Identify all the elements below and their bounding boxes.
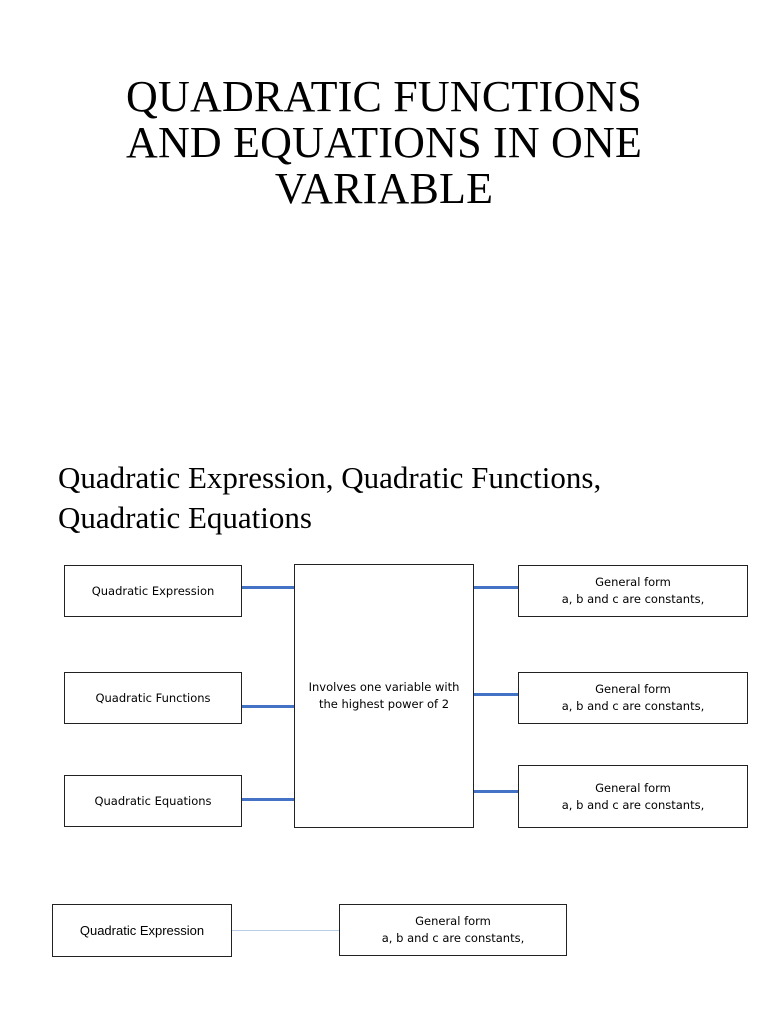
constants-note: a, b and c are constants, xyxy=(561,797,705,812)
box-label: Quadratic Functions xyxy=(95,690,211,705)
box-quadratic-expression xyxy=(64,565,242,617)
constants-note: a, b and c are constants, xyxy=(561,699,705,713)
definition-line-1: Involves one variable with xyxy=(308,680,460,694)
box-label: Quadratic Expression xyxy=(79,923,205,938)
general-form-label: General form xyxy=(595,780,671,795)
box-quadratic-expression-2 xyxy=(52,904,232,957)
definition-line-2: the highest power of 2 xyxy=(318,697,450,711)
title-line-2: AND EQUATIONS IN ONE xyxy=(125,118,643,167)
general-form-label: General form xyxy=(595,575,671,589)
connector-thin xyxy=(232,930,339,931)
connector-right-3 xyxy=(474,790,519,793)
connector-right-2 xyxy=(474,693,519,696)
box-quadratic-functions xyxy=(64,672,242,724)
box-general-form-4 xyxy=(339,904,567,956)
constants-note: a, b and c are constants, xyxy=(381,931,525,945)
box-general-form-2 xyxy=(518,672,748,724)
box-general-form-3 xyxy=(518,765,748,828)
box-definition xyxy=(294,564,474,828)
section-heading-line-2: Quadratic Equations xyxy=(58,500,312,535)
page-title xyxy=(0,74,768,212)
connector-left-1 xyxy=(242,586,294,589)
connector-left-3 xyxy=(242,798,294,801)
constants-note: a, b and c are constants, xyxy=(561,592,705,606)
general-form-label: General form xyxy=(595,682,671,696)
title-line-1: QUADRATIC FUNCTIONS xyxy=(126,72,642,121)
connector-left-2 xyxy=(242,705,294,708)
title-line-3: VARIABLE xyxy=(274,164,494,213)
box-quadratic-equations xyxy=(64,775,242,827)
box-label: Quadratic Expression xyxy=(91,583,215,598)
connector-right-1 xyxy=(474,586,519,589)
section-heading-line-1: Quadratic Expression, Quadratic Functions, xyxy=(58,460,602,495)
box-general-form-1 xyxy=(518,565,748,617)
general-form-label: General form xyxy=(415,914,491,928)
box-label: Quadratic Equations xyxy=(94,793,212,808)
section-heading xyxy=(58,458,748,538)
